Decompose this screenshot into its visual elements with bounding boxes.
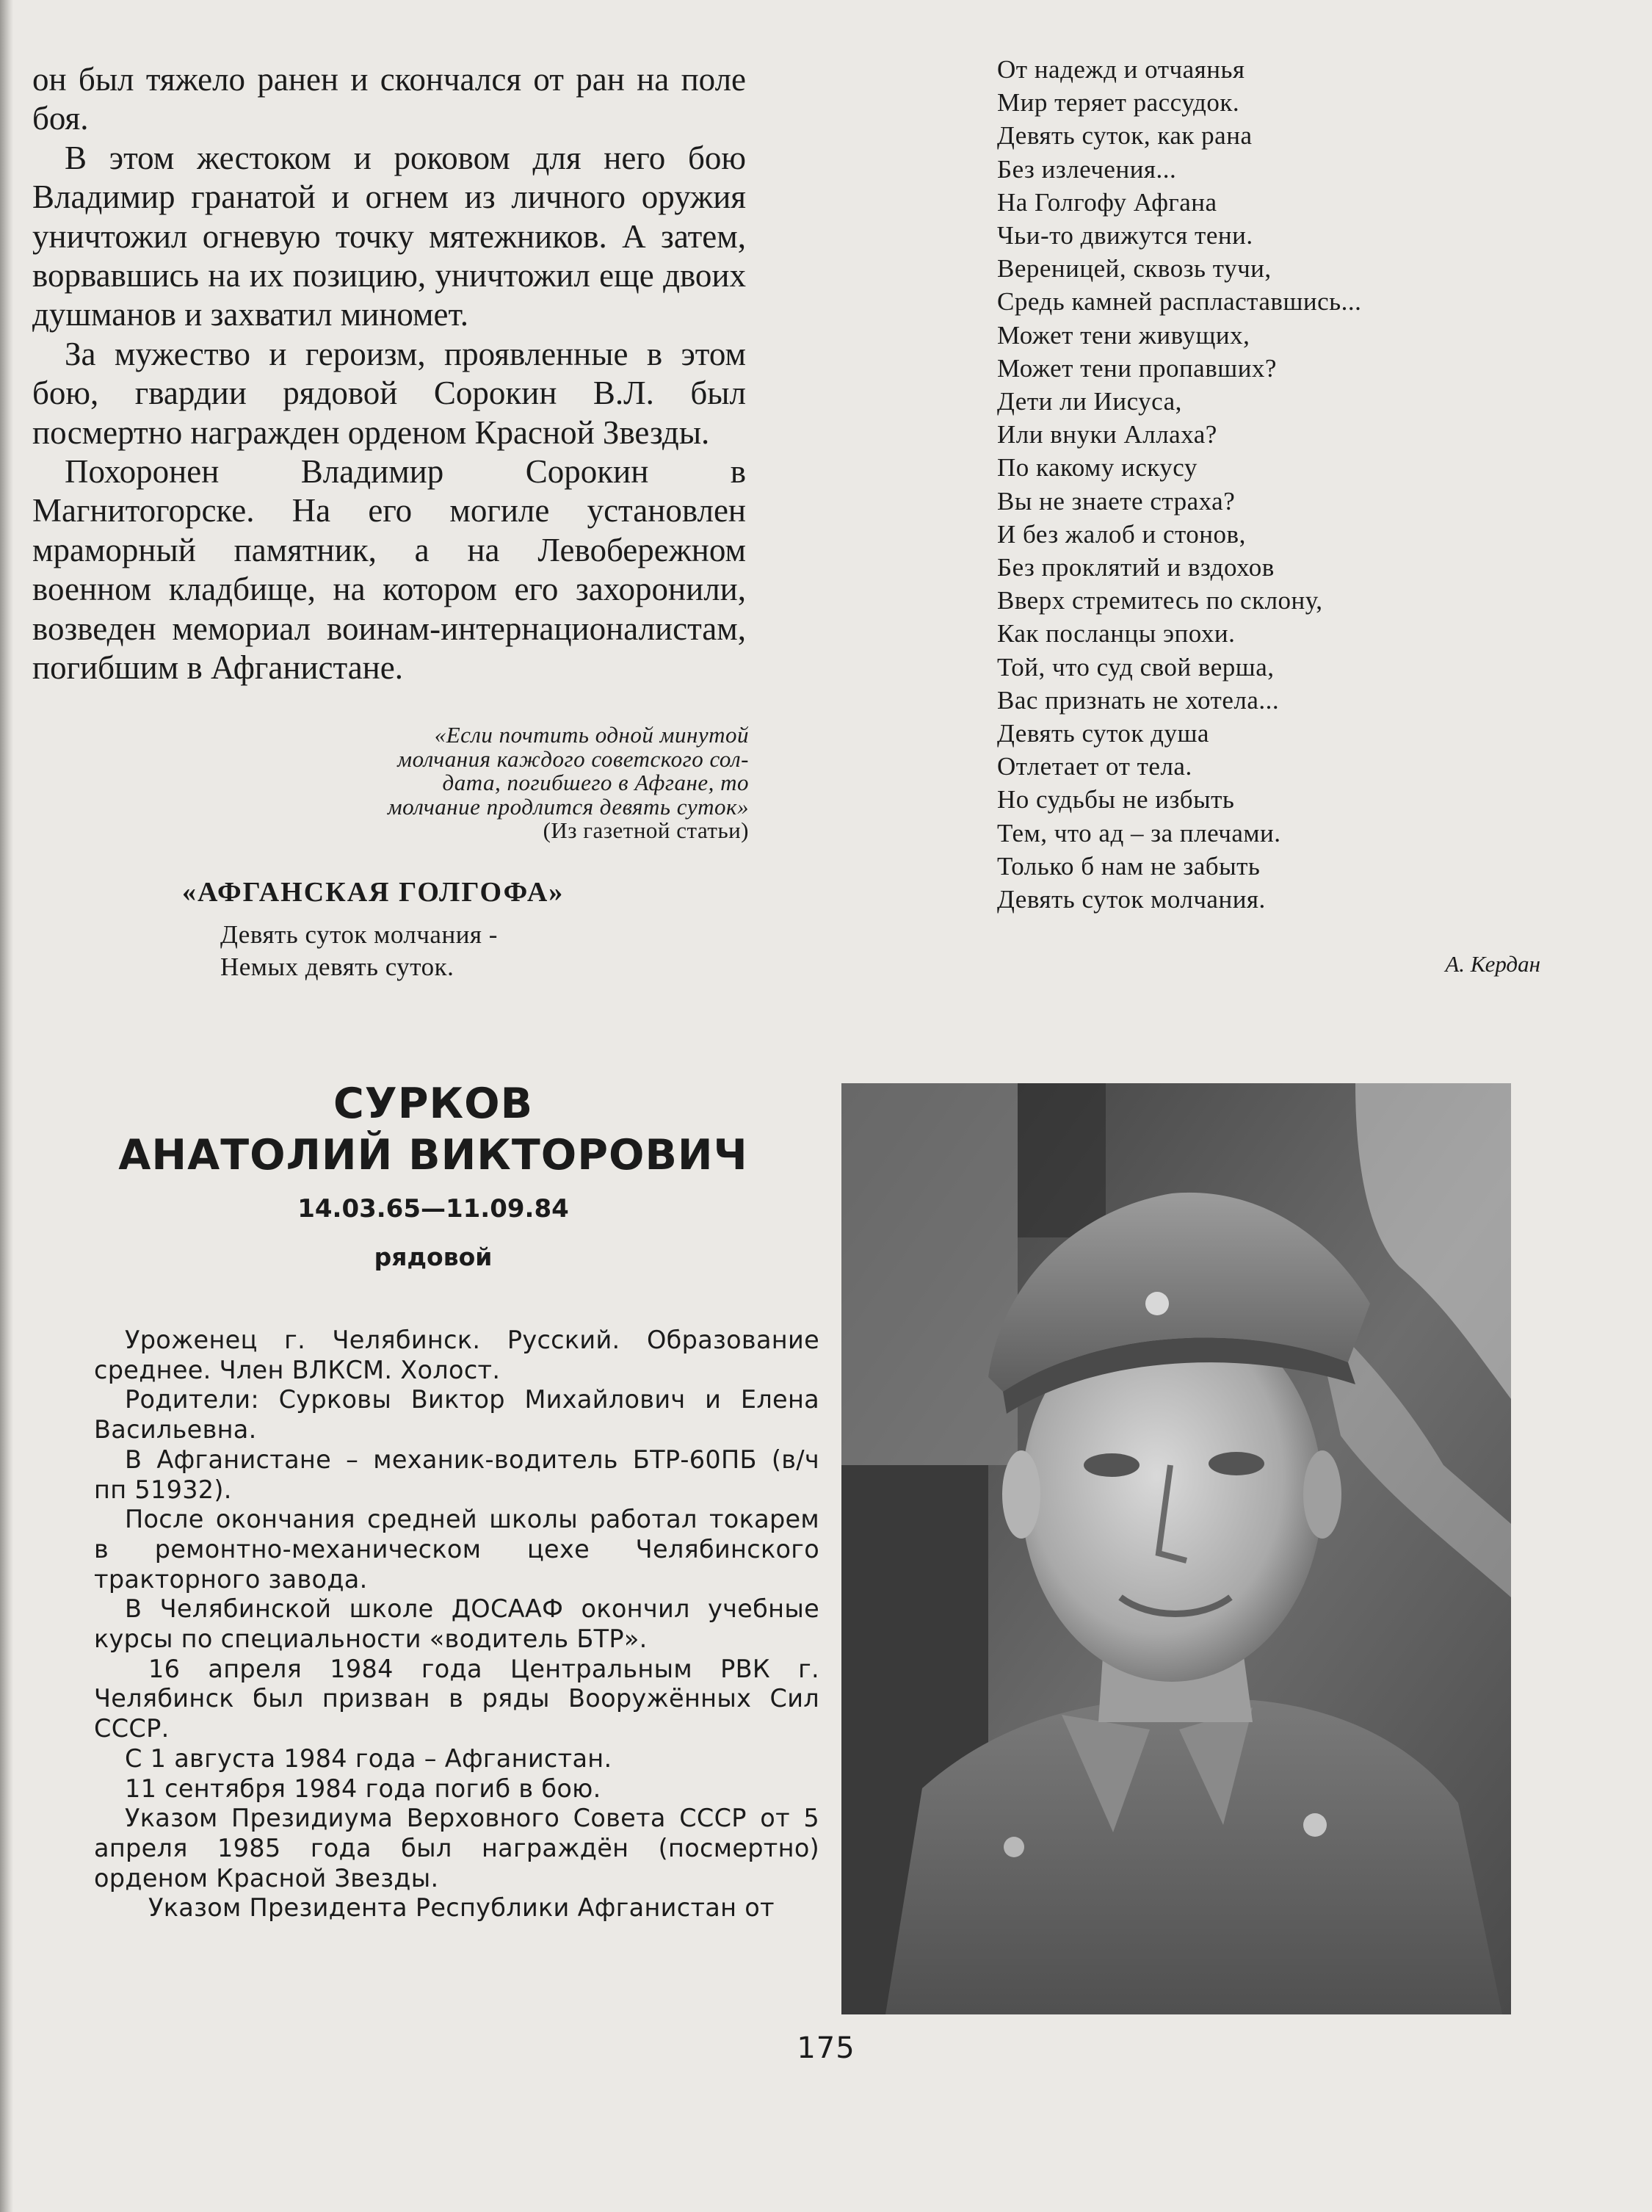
poem-line: От надежд и отчаянья bbox=[997, 55, 1245, 84]
bio-paragraph: В Челябинской школе ДОСААФ окончил учебные курсы по специальности «водитель БТР». bbox=[94, 1594, 819, 1654]
epigraph-line: молчания каждого советского сол- bbox=[397, 745, 749, 772]
poem-line: Вверх стремитесь по склону, bbox=[997, 586, 1323, 615]
bio-rank: рядовой bbox=[374, 1243, 493, 1271]
epigraph-line: «Если почтить одной минутой bbox=[434, 722, 749, 748]
poem-line: Мир теряет рассудок. bbox=[997, 88, 1240, 118]
bio-paragraph: 16 апреля 1984 года Центральным РВК г. Челябинск был призван в ряды Вооружённых Сил СССР. bbox=[94, 1654, 819, 1743]
epigraph-source: (Из газетной статьи) bbox=[543, 817, 749, 843]
poem-line: Вереницей, сквозь тучи, bbox=[997, 254, 1272, 283]
bio-paragraph: С 1 августа 1984 года – Афганистан. bbox=[125, 1743, 612, 1773]
poem-line: Вас признать не хотела... bbox=[997, 685, 1280, 715]
bio-given-names: АНАТОЛИЙ ВИКТОРОВИЧ bbox=[118, 1131, 748, 1179]
page-spine-shadow bbox=[0, 0, 13, 2212]
poem-line: Той, что суд свой верша, bbox=[997, 652, 1275, 682]
poem-line: Без проклятий и вздохов bbox=[997, 553, 1275, 582]
bio-paragraph: Родители: Сурковы Виктор Михайлович и Елена Васильевна. bbox=[94, 1385, 819, 1445]
poem-line: Девять суток молчания - bbox=[220, 920, 498, 949]
paragraph: За мужество и героизм, проявленные в этом бою, гвардии рядовой Сорокин В.Л. был посмертно награжден орденом Красной Звезды. bbox=[32, 335, 746, 451]
bio-paragraph: 11 сентября 1984 года погиб в бою. bbox=[125, 1774, 601, 1803]
poem-line: Но судьбы не избыть bbox=[997, 785, 1235, 814]
paragraph: Похоронен Владимир Сорокин в Магнитогорске. На его могиле установлен мраморный памятник, а на Левобережном военном кладбище, на котором его захоронили, возведен мемориал воинам-интернационалистам, погибшим в Афганистане. bbox=[32, 453, 746, 687]
bio-paragraph: Указом Президиума Верховного Совета СССР от 5 апреля 1985 года был награждён (посмертно) орденом Красной Звезды. bbox=[94, 1804, 819, 1893]
poem-line: Только б нам не забыть bbox=[997, 851, 1261, 881]
poem-line: Может тени живущих, bbox=[997, 320, 1250, 350]
poem-line: Девять суток, как рана bbox=[997, 121, 1253, 151]
poem-line: Или внуки Аллаха? bbox=[997, 420, 1217, 449]
poem-line: Дети ли Иисуса, bbox=[997, 387, 1182, 416]
bio-paragraph: После окончания средней школы работал токарем в ремонтно-механическом цехе Челябинского тракторного завода. bbox=[94, 1505, 819, 1594]
paragraph: он был тяжело ранен и скончался от ран на поле боя. bbox=[32, 61, 746, 137]
bio-dates: 14.03.65—11.09.84 bbox=[297, 1194, 569, 1224]
epigraph-line: молчание продлится девять суток» bbox=[387, 793, 749, 820]
bio-paragraph: В Афганистане – механик-водитель БТР-60ПБ (в/ч пп 51932). bbox=[94, 1445, 819, 1504]
poem-title: «АФГАНСКАЯ ГОЛГОФА» bbox=[182, 877, 565, 908]
portrait-illustration bbox=[841, 1083, 1511, 2014]
poem-line: По какому искусу bbox=[997, 453, 1198, 482]
page-number: 175 bbox=[797, 2031, 855, 2065]
poem-line: Как посланцы эпохи. bbox=[997, 619, 1236, 648]
poem-line: И без жалоб и стонов, bbox=[997, 519, 1246, 549]
poem-line: Без излечения... bbox=[997, 154, 1177, 184]
epigraph-line: дата, погибшего в Афгане, то bbox=[442, 770, 749, 795]
previous-bio-column bbox=[32, 60, 746, 688]
bio-text bbox=[94, 1326, 819, 1923]
poem-line: Девять суток молчания. bbox=[997, 885, 1266, 914]
poem-line: Девять суток душа bbox=[997, 719, 1209, 748]
paragraph: В этом жестоком и роковом для него бою Владимир гранатой и огнем из личного оружия уничтожил огневую точку мятежников. А затем, ворвавшись на их позицию, уничтожил еще двоих душманов и захватил миномет. bbox=[32, 139, 746, 333]
poem-line: Чьи-то движутся тени. bbox=[997, 221, 1253, 250]
poem-line: Немых девять суток. bbox=[220, 953, 454, 981]
poem-line: Может тени пропавших? bbox=[997, 353, 1277, 383]
poem-author: А. Кердан bbox=[1445, 951, 1540, 977]
portrait-photo bbox=[841, 1083, 1511, 2014]
bio-paragraph: Уроженец г. Челябинск. Русский. Образование среднее. Член ВЛКСМ. Холост. bbox=[94, 1326, 819, 1384]
bio-paragraph: Указом Президента Республики Афганистан от bbox=[148, 1893, 775, 1923]
poem-line: Отлетает от тела. bbox=[997, 752, 1192, 781]
poem-line: Тем, что ад – за плечами. bbox=[997, 818, 1281, 847]
poem-opening-lines bbox=[220, 919, 498, 983]
epigraph bbox=[279, 723, 749, 843]
poem-line: На Голгофу Афгана bbox=[997, 187, 1217, 217]
poem-continuation bbox=[997, 53, 1361, 916]
bio-surname: СУРКОВ bbox=[333, 1080, 534, 1128]
bio-header bbox=[81, 1078, 786, 1271]
poem-line: Вы не знаете страха? bbox=[997, 486, 1236, 516]
poem-line: Средь камней распластавшись... bbox=[997, 287, 1362, 317]
